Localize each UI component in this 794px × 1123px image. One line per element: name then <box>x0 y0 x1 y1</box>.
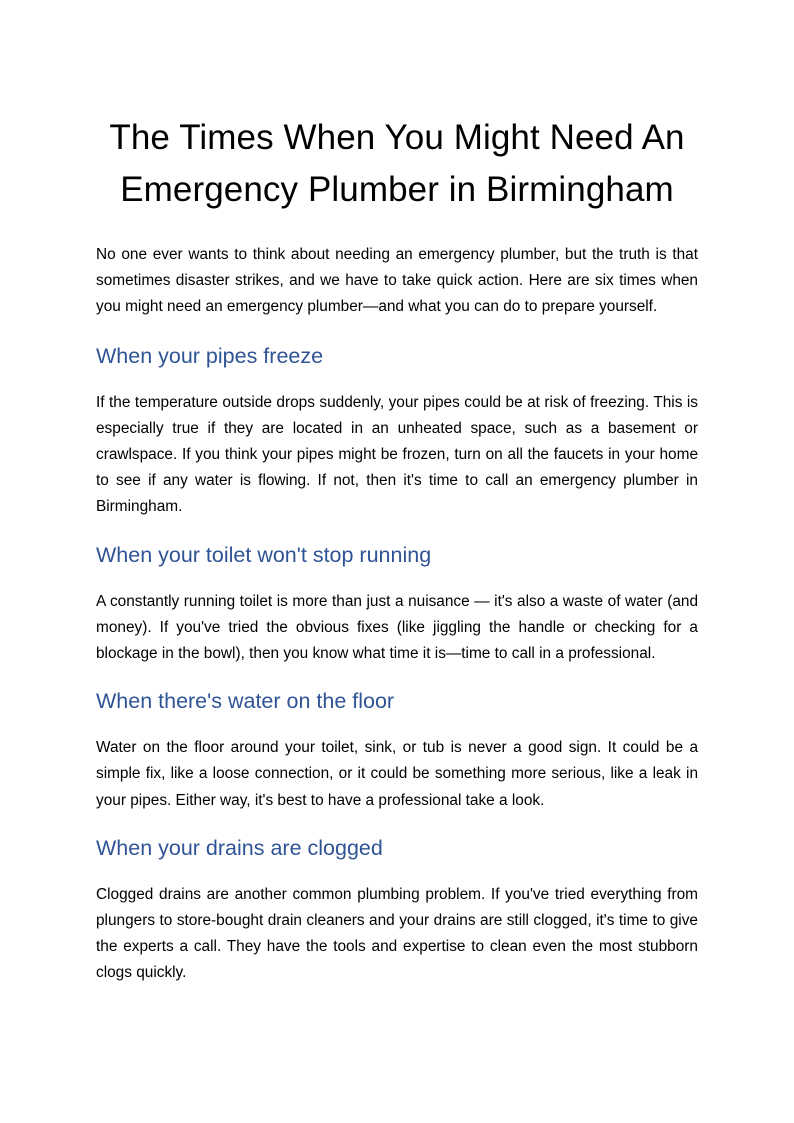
section-body-water-on-floor: Water on the floor around your toilet, sink, or tub is never a good sign. It could be a simple fix, like a loose connection, or it could be something more serious, like a leak in your pipes. Either way, it's best to have a professional take a look. <box>96 739 698 809</box>
section-heading-pipes-freeze: When your pipes freeze <box>96 343 324 368</box>
section-heading-toilet-running: When your toilet won't stop running <box>96 542 432 567</box>
document-page <box>96 0 698 987</box>
section-heading-drains-clogged: When your drains are clogged <box>96 835 383 860</box>
section-body-pipes-freeze: If the temperature outside drops suddenly, your pipes could be at risk of freezing. This is especially true if they are located in an unheated space, such as a basement or crawlspace. If you think your pipes might be frozen, turn on all the faucets in your home to see if any water is flowing. If not, then it's time to call an emergency plumber in Birmingham. <box>96 393 698 516</box>
section-heading-water-on-floor: When there's water on the floor <box>96 689 395 714</box>
section-body-toilet-running: A constantly running toilet is more than just a nuisance — it's also a waste of water (and money). If you've tried the obvious fixes (like jiggling the handle or checking for a blockage in the bowl), then you know what time it is—time to call in a professional. <box>96 592 698 663</box>
page-title: The Times When You Might Need An Emergency Plumber in Birmingham <box>109 118 685 209</box>
section-body-drains-clogged: Clogged drains are another common plumbing problem. If you've tried everything from plungers to store-bought drain cleaners and your drains are still clogged, it's time to give the experts a call. They have the tools and expertise to clean even the most stubborn clogs quickly. <box>96 885 698 982</box>
intro-paragraph: No one ever wants to think about needing an emergency plumber, but the truth is that sometimes disaster strikes, and we have to take quick action. Here are six times when you might need an emergency plumber—and what you can do to prepare yourself. <box>96 246 698 316</box>
